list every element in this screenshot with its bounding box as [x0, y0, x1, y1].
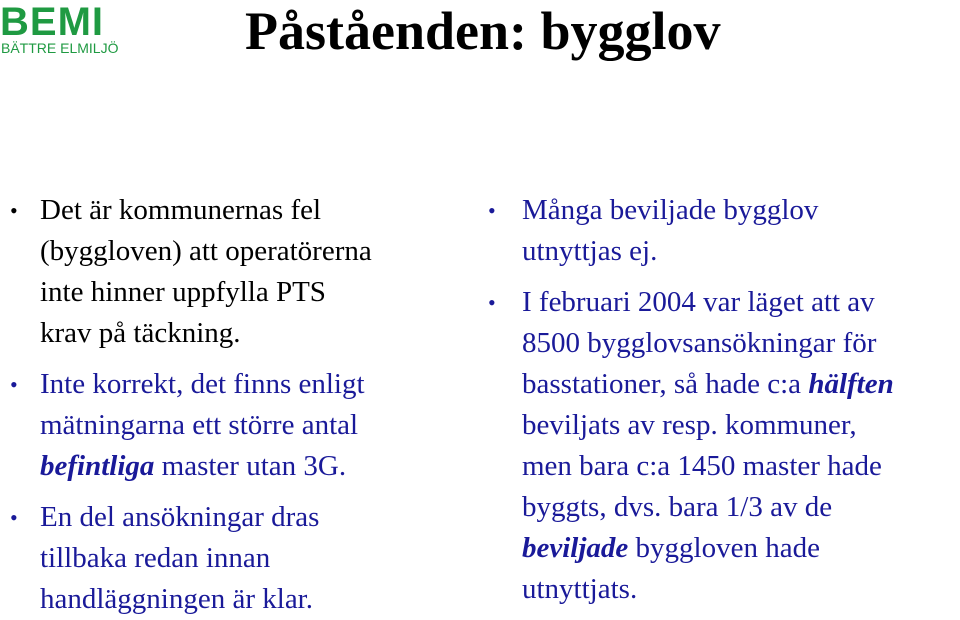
bullet-marker: •	[10, 372, 18, 397]
emphasized-word: befintliga	[40, 450, 155, 482]
bullet-line: I februari 2004 var läget att av	[522, 286, 875, 318]
right-bullet-list	[488, 190, 960, 610]
bullet-line: inte hinner uppfylla PTS	[40, 276, 326, 308]
left-bullet-list	[10, 190, 440, 620]
bullet-line: (byggloven) att operatörerna	[40, 235, 372, 267]
bullet-line: handläggningen är klar.	[40, 583, 313, 615]
bullet-line	[522, 364, 960, 405]
bullet-line: byggts, dvs. bara 1/3 av de	[522, 491, 833, 523]
bullet-line: krav på täckning.	[40, 317, 241, 349]
bullet-line: beviljats av resp. kommuner,	[522, 409, 857, 441]
bullet-item	[488, 282, 960, 610]
bullet-line: Många beviljade bygglov	[522, 194, 819, 226]
logo-tagline: BÄTTRE ELMILJÖ	[1, 40, 119, 56]
bullet-line: mätningarna ett större antal	[40, 409, 359, 441]
bullet-line-rest: byggloven hade	[628, 532, 820, 564]
bullet-line	[40, 446, 440, 487]
bullet-line: 8500 bygglovsansökningar för	[522, 327, 877, 359]
bullet-item	[10, 497, 440, 620]
bullet-line: Det är kommunernas fel	[40, 194, 322, 226]
bemi-logo	[0, 2, 140, 62]
bullet-item	[10, 364, 440, 487]
bullet-item	[488, 190, 960, 272]
bullet-item	[10, 190, 440, 354]
bullet-line-rest: master utan 3G.	[154, 450, 347, 482]
bullet-marker: •	[488, 290, 496, 315]
slide-title: Påståenden: bygglov	[245, 1, 721, 61]
emphasized-word: hälften	[808, 368, 894, 400]
bullet-line: tillbaka redan innan	[40, 542, 271, 574]
bullet-line: En del ansökningar dras	[40, 501, 320, 533]
bullet-line: Inte korrekt, det finns enligt	[40, 368, 365, 400]
bullet-line: men bara c:a 1450 master hade	[522, 450, 882, 482]
bullet-marker: •	[10, 198, 18, 223]
bullet-line: utnyttjats.	[522, 573, 638, 605]
bullet-marker: •	[10, 505, 18, 530]
bullet-line-start: basstationer, så hade c:a	[522, 368, 809, 400]
bullet-line	[522, 528, 960, 569]
logo-wordmark: BEMI	[0, 0, 104, 44]
bullet-line: utnyttjas ej.	[522, 235, 658, 267]
bullet-marker: •	[488, 198, 496, 223]
emphasized-word: beviljade	[522, 532, 629, 564]
